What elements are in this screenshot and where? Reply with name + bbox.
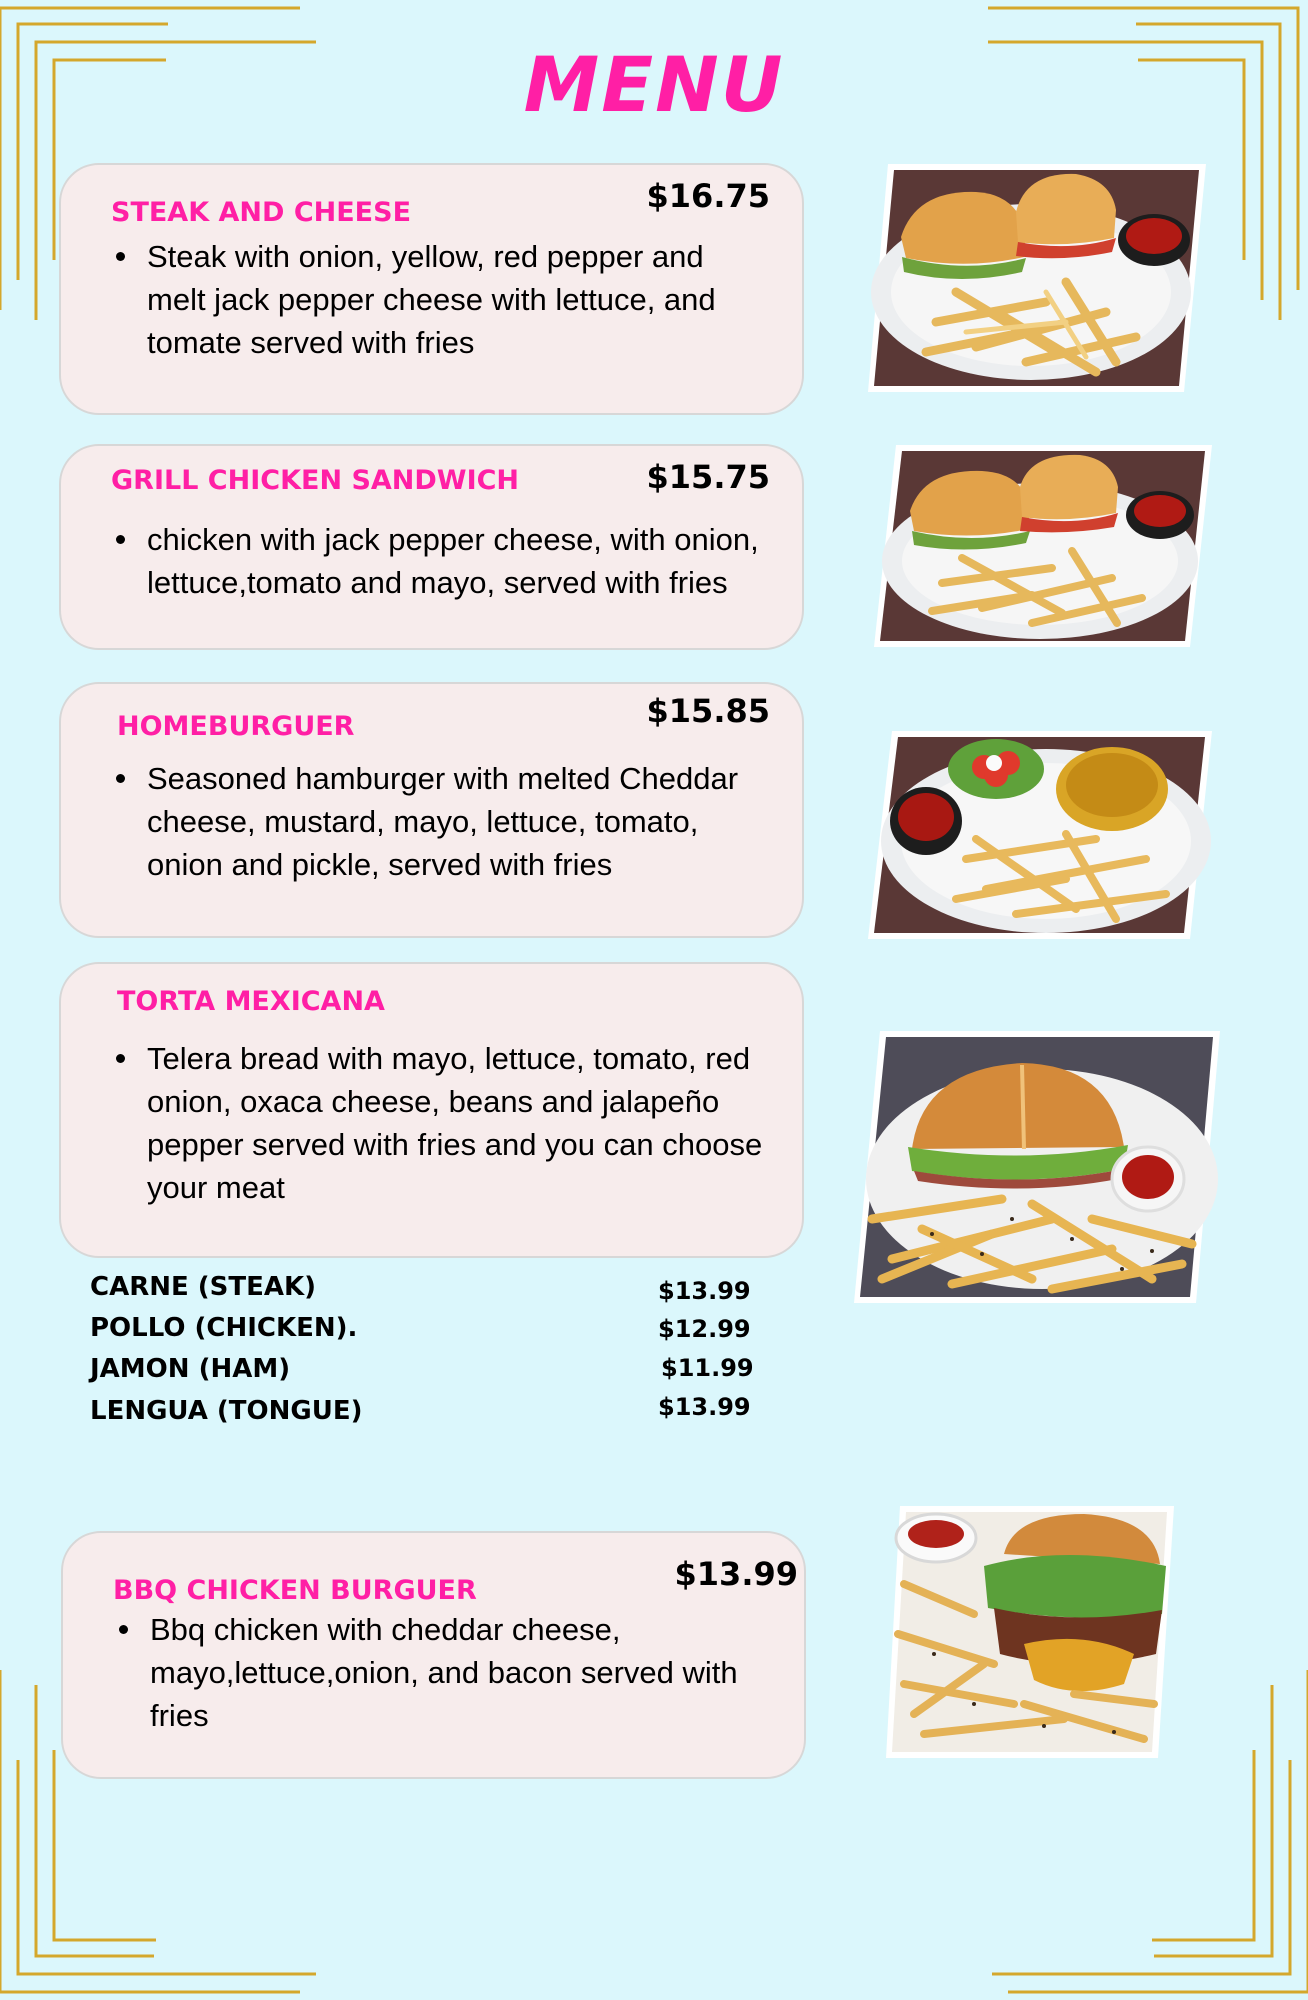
menu-card-bbq-chicken-burguer bbox=[61, 1531, 806, 1779]
item-name: STEAK AND CHEESE bbox=[111, 197, 412, 228]
item-description bbox=[113, 1608, 773, 1737]
item-price: $16.75 bbox=[646, 177, 770, 215]
item-description-text: chicken with jack pepper cheese, with onion, lettuce,tomato and mayo, served with fries bbox=[110, 518, 775, 604]
item-name: BBQ CHICKEN BURGUER bbox=[113, 1575, 477, 1606]
menu-card-torta-mexicana bbox=[59, 962, 804, 1258]
item-name: HOMEBURGUER bbox=[117, 711, 355, 742]
menu-card-grill-chicken-sandwich bbox=[59, 444, 804, 650]
item-name: GRILL CHICKEN SANDWICH bbox=[111, 465, 520, 496]
torta-option-name: LENGUA (TONGUE) bbox=[90, 1396, 363, 1426]
torta-option-price: $13.99 bbox=[658, 1277, 751, 1305]
item-description-text: Bbq chicken with cheddar cheese, mayo,lettuce,onion, and bacon served with fries bbox=[113, 1608, 773, 1737]
item-description-text: Seasoned hamburger with melted Cheddar cheese, mustard, mayo, lettuce, tomato, onion and pickle, served with fries bbox=[110, 757, 760, 886]
item-description bbox=[110, 235, 760, 364]
item-description bbox=[110, 757, 760, 886]
item-description bbox=[110, 1037, 775, 1209]
bbq-chicken-burguer-photo bbox=[884, 1504, 1176, 1760]
grill-chicken-sandwich-photo bbox=[872, 443, 1214, 649]
item-description bbox=[110, 518, 775, 604]
item-description-text: Steak with onion, yellow, red pepper and melt jack pepper cheese with lettuce, and tomate served with fries bbox=[110, 235, 760, 364]
torta-option-price: $13.99 bbox=[658, 1393, 751, 1421]
torta-option-name: JAMON (HAM) bbox=[90, 1354, 291, 1384]
menu-card-steak-and-cheese bbox=[59, 163, 804, 415]
torta-option-price: $11.99 bbox=[661, 1354, 754, 1382]
torta-mexicana-photo bbox=[852, 1029, 1222, 1305]
torta-option-name: POLLO (CHICKEN). bbox=[90, 1313, 358, 1343]
steak-and-cheese-photo bbox=[866, 162, 1208, 394]
item-description-text: Telera bread with mayo, lettuce, tomato, red onion, oxaca cheese, beans and jalapeño pepper served with fries and you can choose your meat bbox=[110, 1037, 775, 1209]
menu-title: MENU bbox=[523, 40, 785, 129]
item-price: $15.75 bbox=[646, 458, 770, 496]
torta-option-price: $12.99 bbox=[658, 1315, 751, 1343]
item-price: $13.99 bbox=[674, 1555, 798, 1593]
item-price: $15.85 bbox=[646, 692, 770, 730]
homeburguer-photo bbox=[866, 729, 1214, 941]
item-name: TORTA MEXICANA bbox=[117, 986, 385, 1017]
menu-card-homeburguer bbox=[59, 682, 804, 938]
torta-option-name: CARNE (STEAK) bbox=[90, 1272, 317, 1302]
